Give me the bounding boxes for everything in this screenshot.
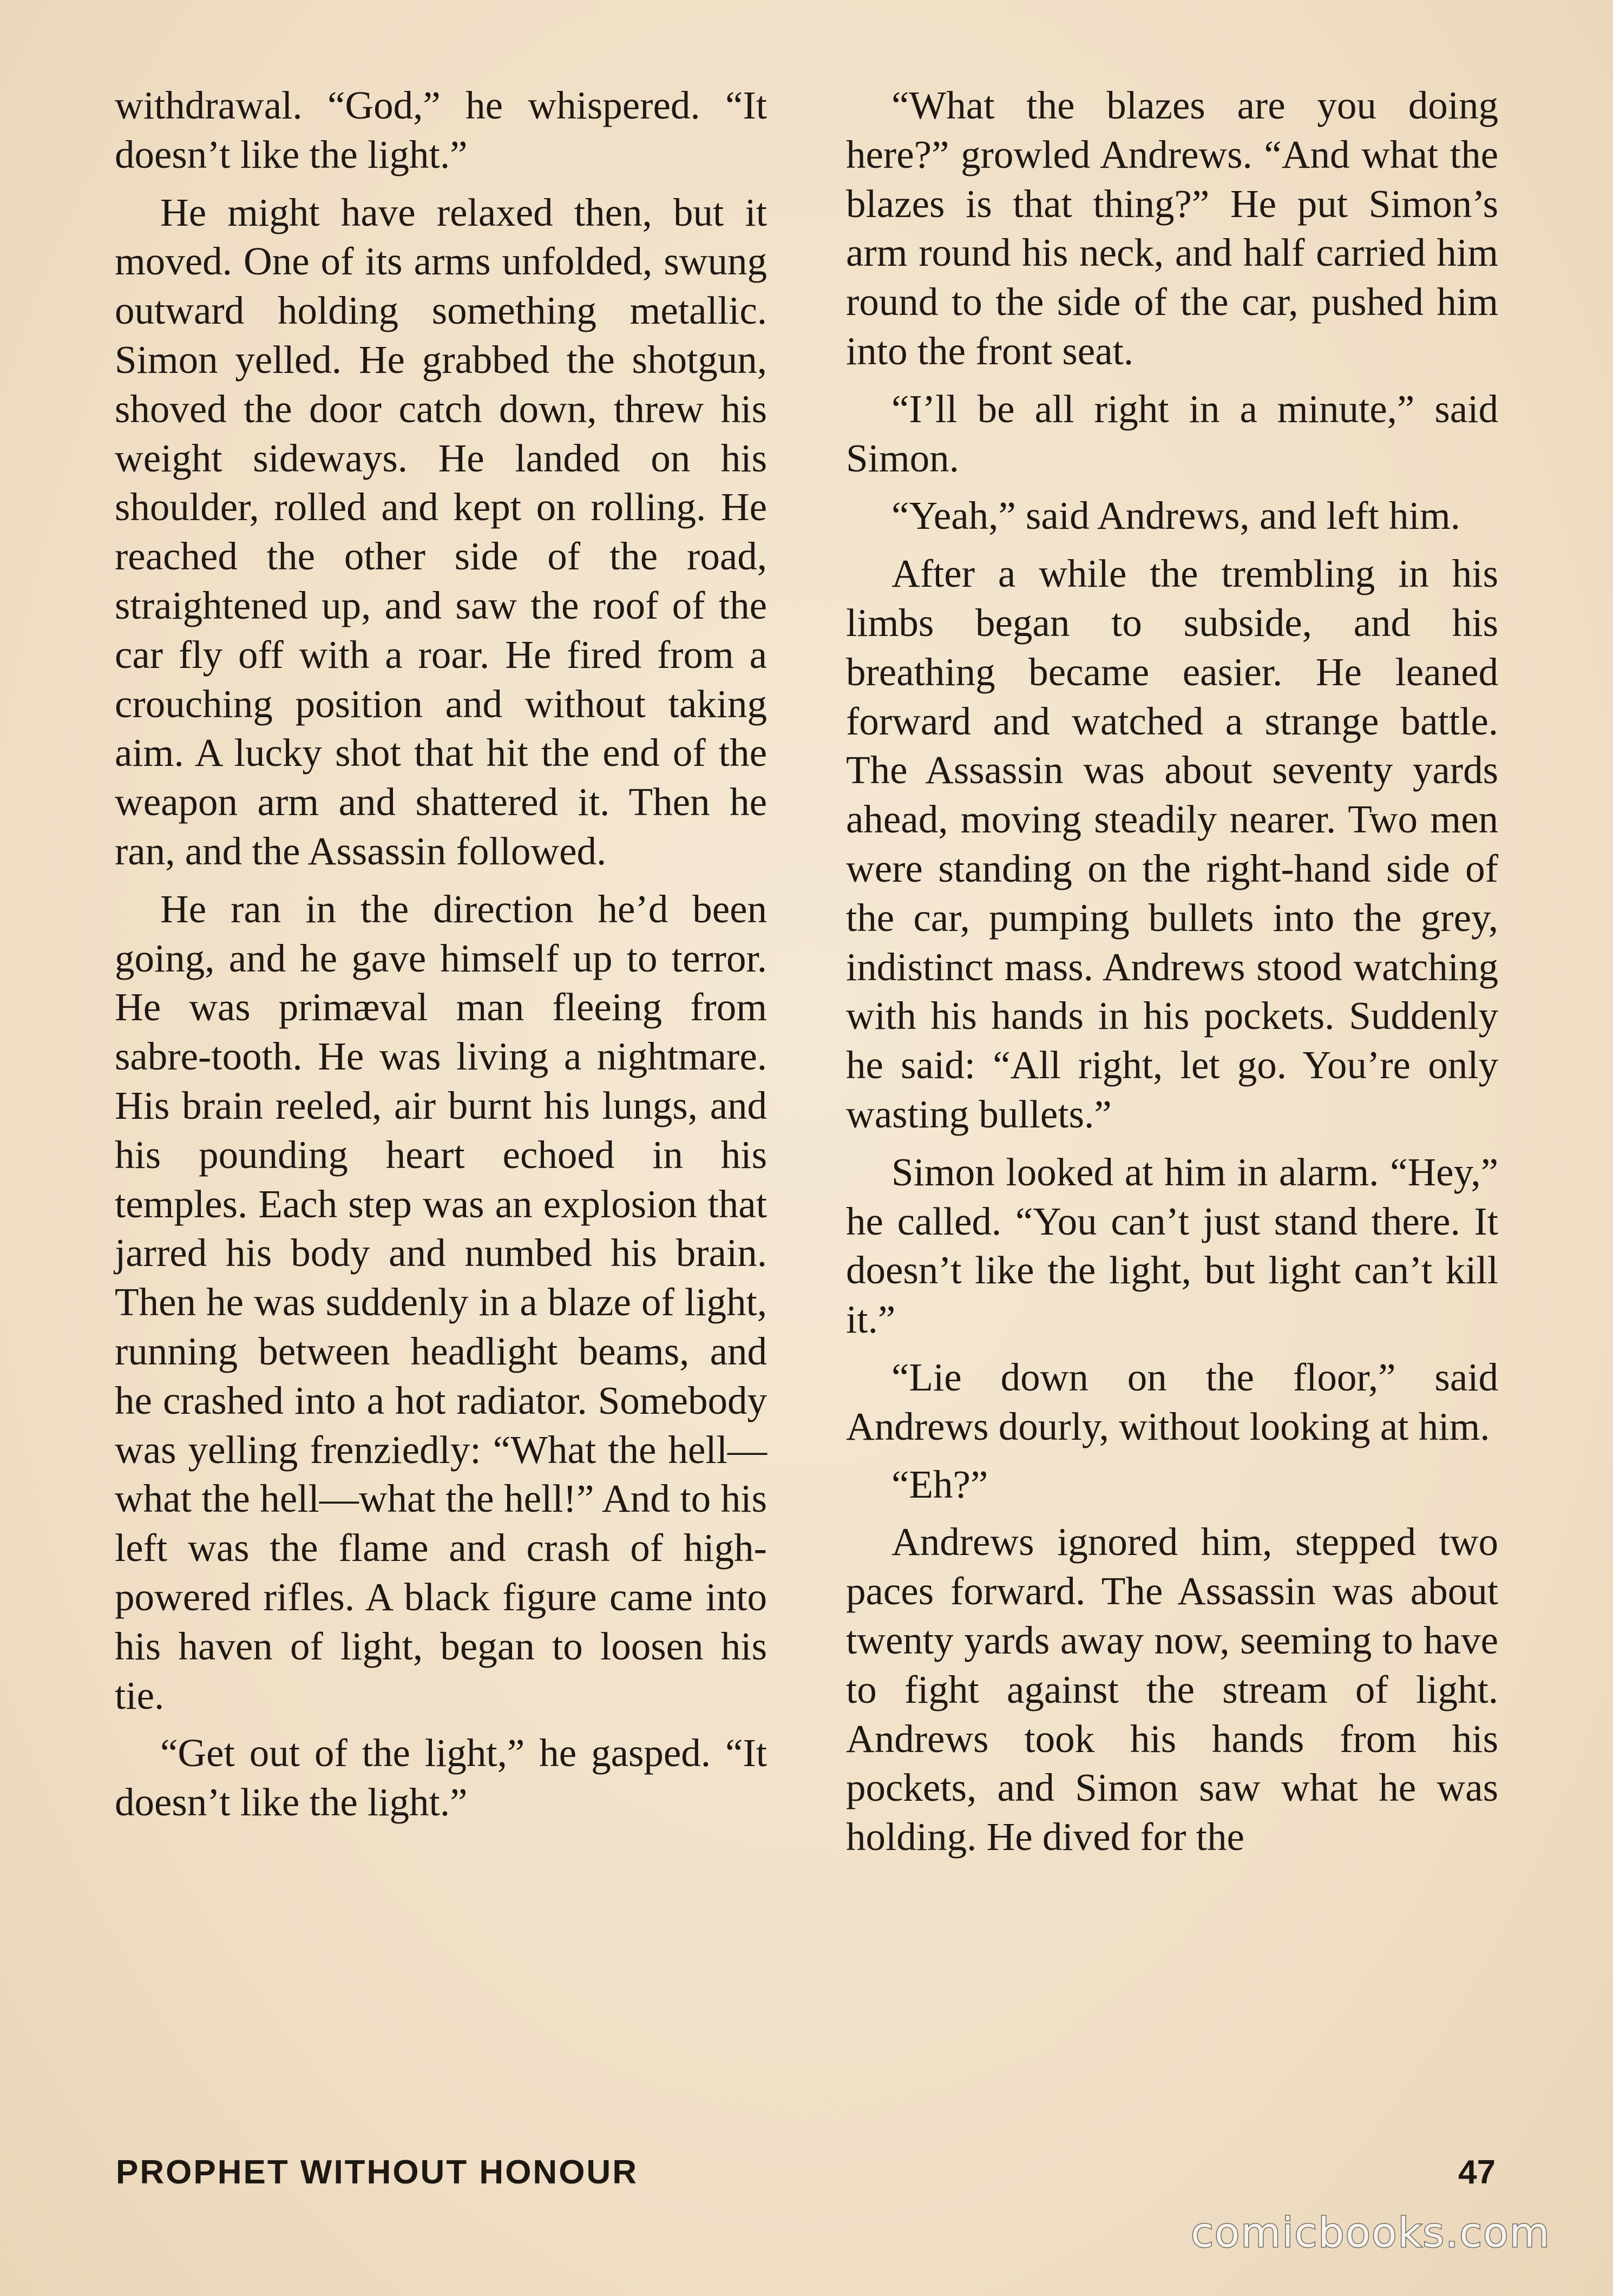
running-footer-title: PROPHET WITHOUT HONOUR [116, 2154, 638, 2191]
paragraph: Simon looked at him in alarm. “Hey,” he called. “You can’t just stand there. It doesn’t like the light, but light can’t kill it.” [846, 1150, 1498, 1342]
paragraph: “Get out of the light,” he gasped. “It doesn’t like the light.” [115, 1731, 767, 1825]
paragraph: Andrews ignored him, stepped two paces forward. The Assassin was about twenty yards away now, seeming to have to fight against the stream of light. Andrews took his hands from his pockets, and Simon saw what he was holding. He dived for the [846, 1520, 1498, 1859]
right-text-column [846, 81, 1498, 1871]
left-text-column [115, 81, 767, 1836]
paragraph: “I’ll be all right in a minute,” said Simon. [846, 386, 1498, 480]
paragraph: withdrawal. “God,” he whispered. “It doesn’t like the light.” [115, 83, 767, 176]
watermark: comicbooks.com [1191, 2208, 1551, 2256]
paragraph: He ran in the direction he’d been going, and he gave himself up to terror. He was primæval man fleeing from sabre-tooth. He was living a nightmare. His brain reeled, air burnt his lungs, and his pounding heart echoed in his temples. Each step was an explosion that jarred his body and numbed his brain. Then he was suddenly in a blaze of light, running between headlight beams, and he crashed into a hot radiator. Somebody was yelling frenziedly: “What the hell—what the hell—what the hell!” And to his left was the flame and crash of high-powered rifles. A black figure came into his haven of light, began to loosen his tie. [115, 887, 767, 1717]
paragraph: “Yeah,” said Andrews, and left him. [891, 494, 1460, 538]
paragraph: “Eh?” [891, 1462, 988, 1506]
paragraph: He might have relaxed then, but it moved. One of its arms unfolded, swung outward holding something metallic. Simon yelled. He grabbed the shotgun, shoved the door catch down, threw his weight sideways. He landed on his shoulder, rolled and kept on rolling. He reached the other side of the road, straightened up, and saw the roof of the car fly off with a roar. He fired from a crouching position and without taking aim. A lucky shot that hit the end of the weapon arm and shattered it. Then he ran, and the Assassin followed. [115, 190, 767, 873]
page-number: 47 [1458, 2154, 1496, 2191]
paragraph: “Lie down on the floor,” said Andrews dourly, without looking at him. [846, 1355, 1498, 1448]
paragraph: After a while the trembling in his limbs began to subside, and his breathing became easier. He leaned forward and watched a strange battle. The Assassin was about seventy yards ahead, moving steadily nearer. Two men were standing on the right-hand side of the car, pumping bullets into the grey, indistinct mass. Andrews stood watching with his hands in his pockets. Suddenly he said: “All right, let go. You’re only wasting bullets.” [846, 552, 1498, 1136]
paragraph: “What the blazes are you doing here?” growled Andrews. “And what the blazes is that thing?” He put Simon’s arm round his neck, and half carried him round to the side of the car, pushed him into the front seat. [846, 83, 1498, 373]
